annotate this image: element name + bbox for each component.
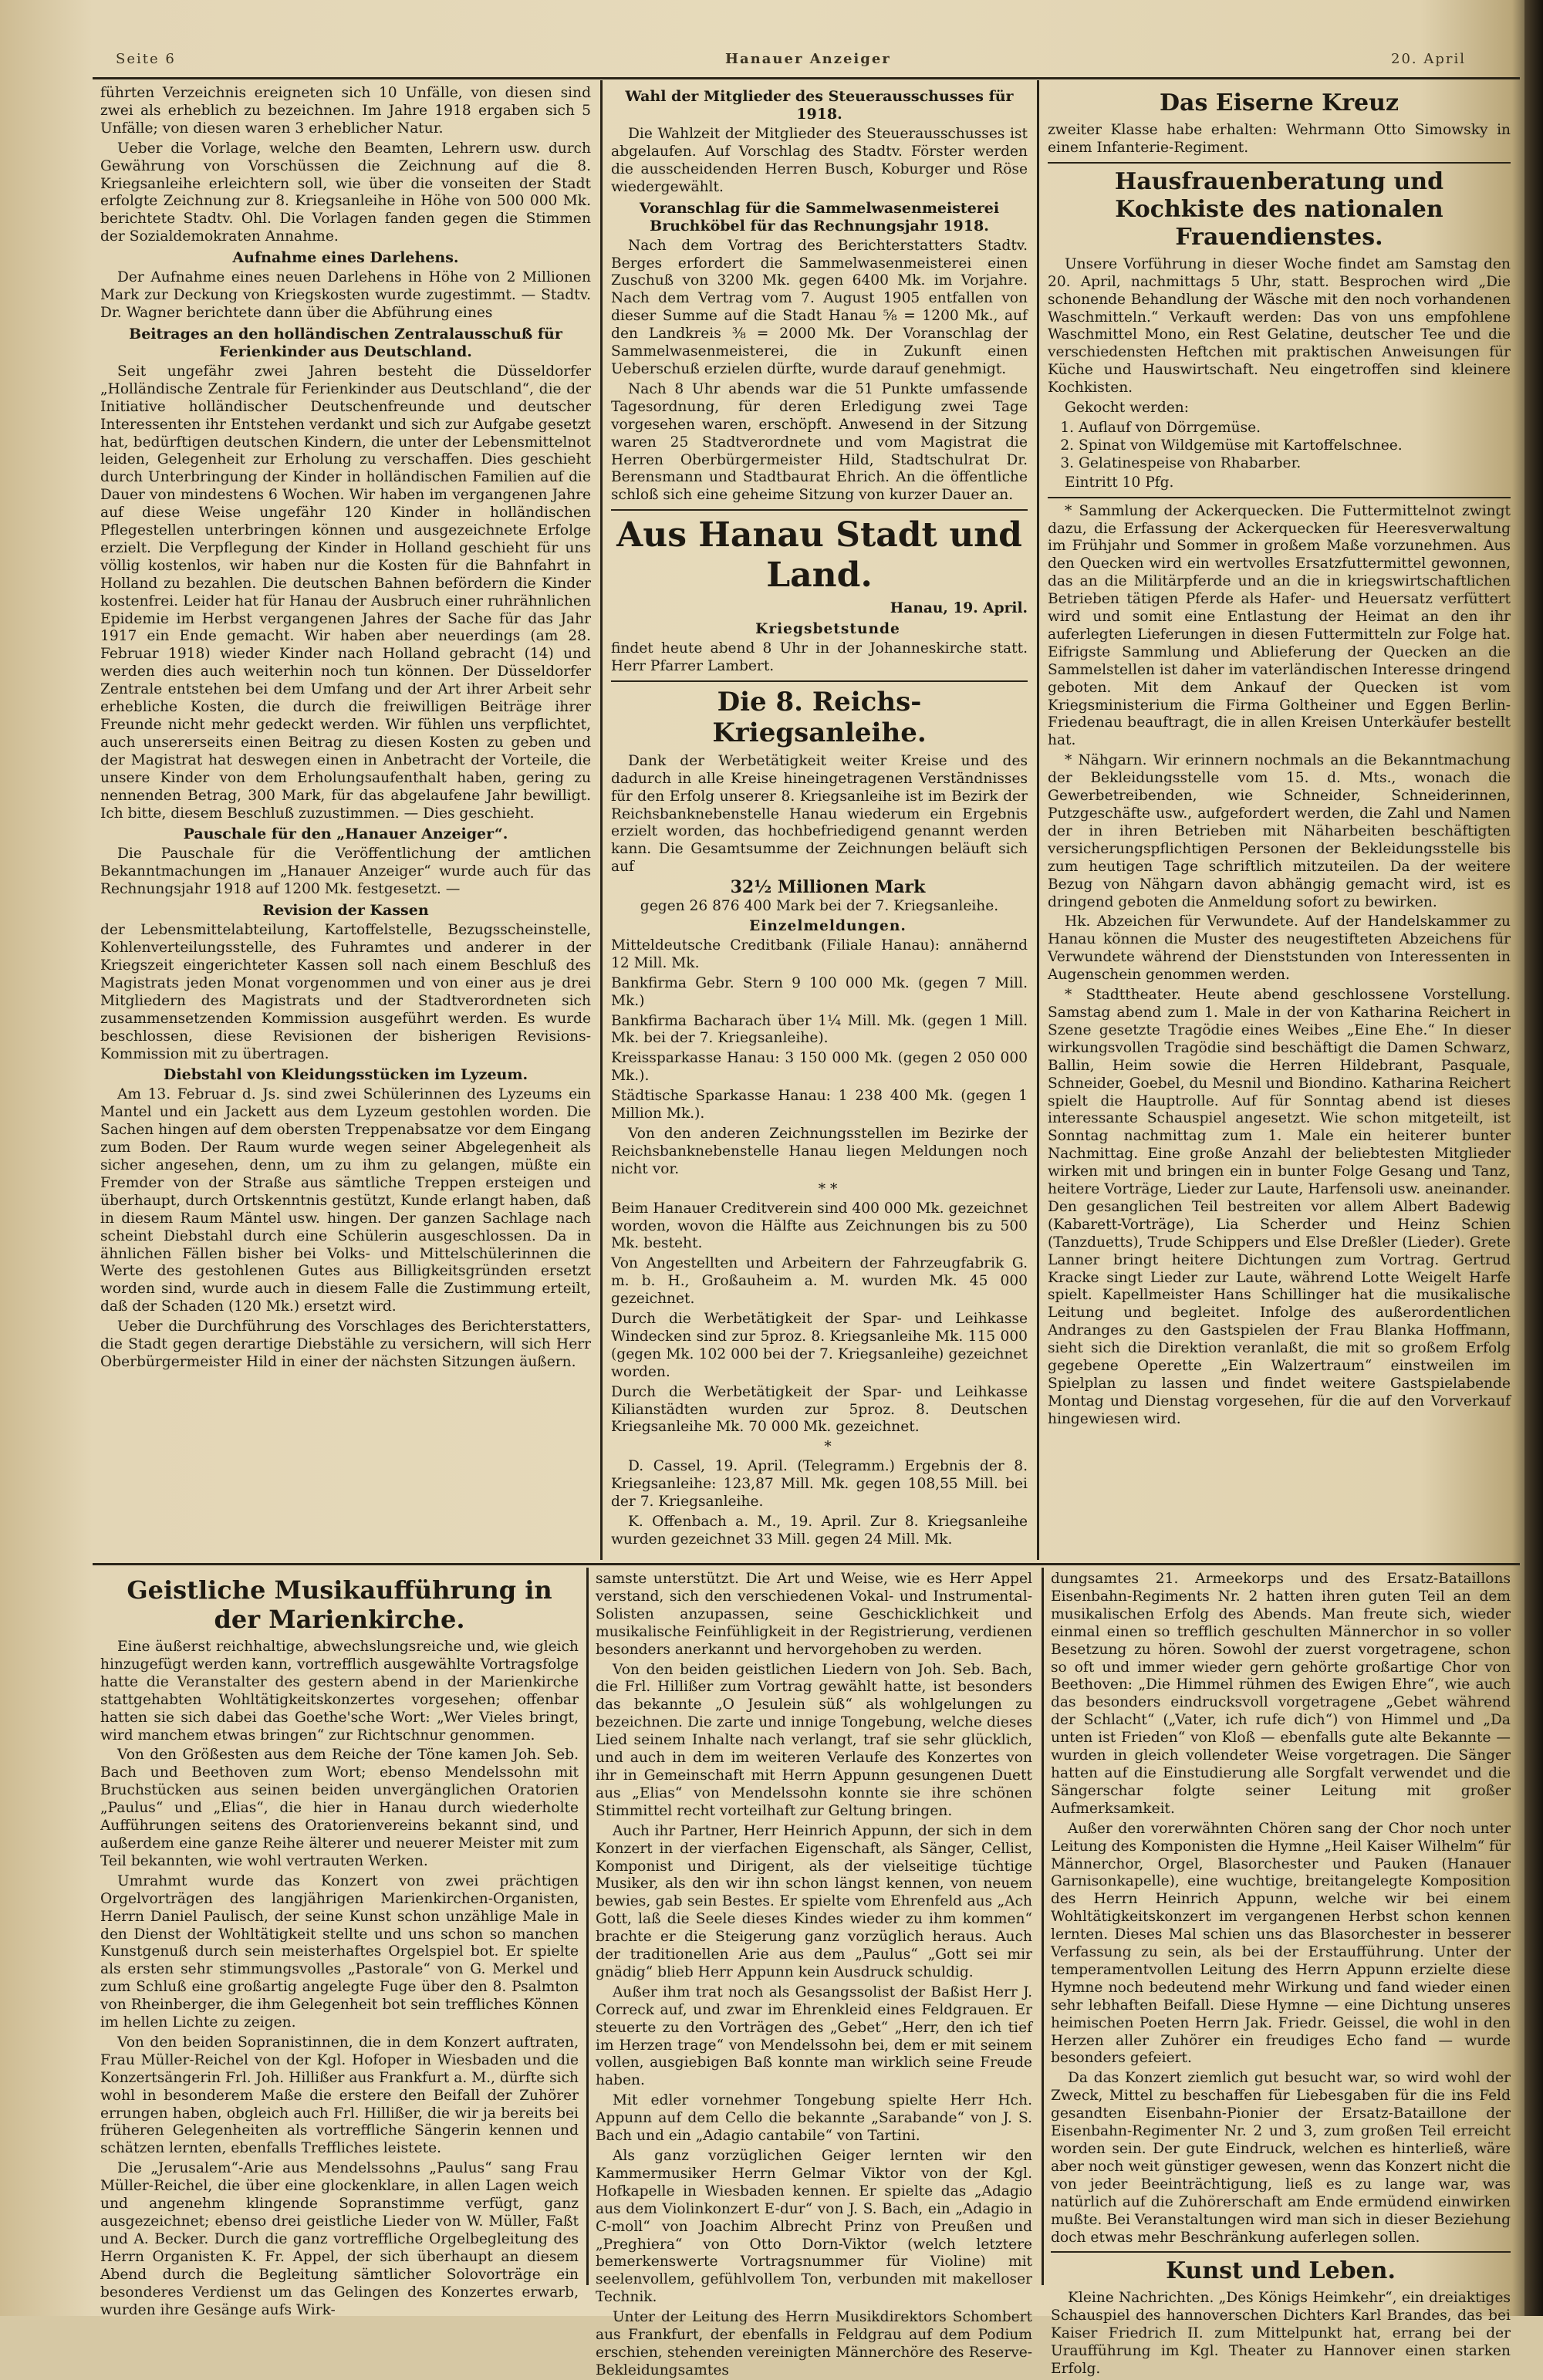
report-item: Von Angestellten und Arbeitern der Fahrzeugfabrik G. m. b. H., Großauheim a. M. wurden Mk. 45 000 gezeichnet. (611, 1255, 1028, 1308)
dateline: Hanau, 19. April. (890, 600, 1028, 617)
gekocht-label: Gekocht werden: (1065, 400, 1190, 417)
article-paragraph: Von den beiden Sopranistinnen, die in dem Konzert auftraten, Frau Müller-Reichel von der Kgl. Hofoper in Wiesbaden und die Konzertsängerin Frl. Joh. Hillißer aus Frankfurt a. M., dürfte sich wohl in besonderem Maße die erstere den Beifall der Zuhörer errungen haben, obgleich auch Frl. Hillißer, die wir ja bereits bei früheren Gelegenheiten als vortreffliche Sängerin kennen und schätzen lernten, ebenfalls Treffliches leistete. (100, 2034, 579, 2157)
section-rule (611, 509, 1028, 511)
article-paragraph: Die Wahlzeit der Mitglieder des Steuerausschusses ist abgelaufen. Auf Vorschlag des Stadtv. Förster werden die ausscheidenden Herren Busch, Koburger und Röse wiedergewählt. (611, 126, 1028, 195)
article-paragraph: Unsere Vorführung in dieser Woche findet am Samstag den 20. April, nachmittags 5 Uhr, statt. Besprochen wird „Die schonende Behandlung der Wäsche mit den noch vorhandenen Waschmitteln.“ Verkauft werden: Das von uns empfohlene Waschmittel Mono, ein Rest Gelatine, deutscher Tee und die verschiedensten Heftchen mit praktischen Anweisungen für Küche und Hauswirtschaft. Neu eingetroffen sind kleinere Kochkisten. (1048, 255, 1511, 397)
column-4 (100, 1571, 579, 2318)
report-item: Von den anderen Zeichnungsstellen im Bezirke der Reichsbanknebenstelle Hanau liegen Meldungen noch nicht vor. (611, 1125, 1028, 1177)
article-paragraph: Unter der Leitung des Herrn Musikdirektors Schombert aus Frankfurt, der ebenfalls in Feldgrau auf dem Podium erschien, stehenden vereinigten Männerchöre des Reserve-Bekleidungsamtes (596, 2309, 1032, 2378)
column-rule-2 (1037, 80, 1039, 1560)
article-paragraph: * Nähgarn. Wir erinnern nochmals an die Bekanntmachung der Bekleidungsstelle vom 15. d. Mts., wonach die Gewerbetreibenden, wie Schneider, Schneiderinnen, Putzgeschäfte usw., aufgefordert werden, die Zahl und Namen der in ihren Betrieben mit Näharbeiten beschäftigten versicherungspflichtigen Personen der Bekleidungsstelle bis zum heutigen Tage schriftlich mitzuteilen. Da der weitere Bezug von Nähgarn davon abhängig gemacht wird, ist es dringend geboten die Anmeldung sofort zu bewirken. (1048, 752, 1511, 910)
article-paragraph: Als ganz vorzüglichen Geiger lernten wir den Kammermusiker Herrn Gelmar Viktor von der Kgl. Hofkapelle in Wiesbaden kennen. Er spielte das „Adagio aus dem Violinkonzert E-dur“ von J. S. Bach, ein „Adagio in C-moll“ von Joachim Albrecht Prinz von Preußen und „Preghiera“ von Otto Dorn-Viktor (welch letztere bemerkenswerte Vortragsnummer für Violine) mit seelenvollem, gefühlvollem Ton, verbunden mit makelloser Technik. (596, 2148, 1032, 2306)
subheading-voranschlag: Voranschlag für die Sammelwasenmeisterei Bruchköbel für das Rechnungsjahr 1918. (639, 199, 1000, 235)
page-number: Seite 6 (116, 51, 176, 67)
article-paragraph: Hk. Abzeichen für Verwundete. Auf der Handelskammer zu Hanau können die Muster des neugestifteten Abzeichens für Verwundete während der Dienststunden von Interessenten in Augenschein genommen werden. (1048, 913, 1511, 984)
headline-musikauffuehrung: Geistliche Musikaufführung in der Marienkirche. (127, 1575, 552, 1634)
list-item: 1. Auflauf von Dörrgemüse. (1079, 420, 1511, 437)
article-paragraph: * Sammlung der Ackerquecken. Die Futtermittelnot zwingt dazu, die Erfassung der Ackerquecken für Heeresverwaltung im Frühjahr und Sommer in großem Maße vorzunehmen. Aus den Quecken wird ein wertvolles Ersatzfuttermittel gewonnen, das an die Militärpferde und an die in kriegswirtschaftlichen Betrieben tätigen Pferde als Hafer- und Heuersatz verfüttert wird und somit eine Entlastung der Heimat an den ihr auferlegten Lieferungen in diesen Futtermitteln zur Folge hat. Eifrigste Sammlung und Ablieferung der Quecken an die Sammelstellen ist daher im vaterländischen Interesse dringend geboten. Mit dem Ankauf der Quecken ist vom Kriegsministerium die Firma Goltheiner und Eggen Berlin-Friedenau beauftragt, die in allen Kreisen Unterkäufer bestellt hat. (1048, 502, 1511, 749)
subheading-revision: Revision der Kassen (262, 902, 429, 920)
headline-kunst-und-leben: Kunst und Leben. (1166, 2257, 1396, 2285)
column-3 (1048, 85, 1511, 1557)
article-paragraph: Von den Größesten aus dem Reiche der Töne kamen Joh. Seb. Bach und Beethoven zum Wort; ebenso Mendelssohn mit Bruchstücken aus seinen beiden unvergänglichen Oratorien „Paulus“ und „Elias“, die hier in Hanau durch wiederholte Aufführungen seitens des Oratorienvereins bekannt sind, und außerdem eine ganze Reihe älterer und neuerer Meister mit zum Teil bekannten, wie wohl vertrauten Werken. (100, 1747, 579, 1869)
subheading-kriegsbetstunde: Kriegsbetstunde (755, 621, 900, 638)
column-rule-4 (1042, 1568, 1044, 2285)
headline-eisernes-kreuz: Das Eiserne Kreuz (1160, 89, 1399, 116)
headline-kriegsanleihe: Die 8. Reichs-Kriegsanleihe. (712, 686, 927, 748)
subheading-pauschale: Pauschale für den „Hanauer Anzeiger“. (183, 825, 508, 843)
article-paragraph: Eine äußerst reichhaltige, abwechslungsreiche und, wie gleich hinzugefügt werden kann, vortrefflich ausgewählte Vortragsfolge hatte die Veranstalter des gestern abend in der Marienkirche stattgehabten Wohltätigkeitskonzertes vorgesehen; offenbar hatten sie sich dabei das Goethe'sche Wort: „Wer Vieles bringt, wird manchem etwas bringen“ zur Richtschnur genommen. (100, 1639, 579, 1744)
article-paragraph: Außer den vorerwähnten Chören sang der Chor noch unter Leitung des Komponisten die Hymne „Heil Kaiser Wilhelm“ für Männerchor, Orgel, Blasorchester und Pauken (Hanauer Garnisonkapelle), eine wuchtige, breitangelegte Komposition des Herrn Heinrich Appunn, welche wir bei einem Wohltätigkeitskonzert im vergangenen Herbst schon kennen lernten. Dieses Mal schien uns das Blasorchester in besserer Verfassung zu sein, als bei der Erstaufführung. Unter der temperamentvollen Leitung des Herrn Appunn erzielte diese Hymne noch bedeutend mehr Wirkung und fand wieder einen sehr lebhaften Beifall. Diese Hymne — eine Dichtung unseres heimischen Poeten Herrn Jak. Friedr. Geissel, die wohl in den Herzen aller Zuhörer ein freudiges Echo fand — wurde besonders gefeiert. (1051, 1820, 1511, 2067)
subheading-einzelmeldungen: Einzelmeldungen. (749, 918, 907, 934)
report-item: Kreissparkasse Hanau: 3 150 000 Mk. (gegen 2 050 000 Mk.). (611, 1050, 1028, 1085)
headline-hausfrauenberatung: Hausfrauenberatung und Kochkiste des nationalen Frauendienstes. (1114, 167, 1444, 251)
article-paragraph: der Lebensmittelabteilung, Kartoffelstelle, Bezugsscheinstelle, Kohlenverteilungsstelle, des Fuhramtes und anderer in der Kriegszeit eingerichteter Kassen soll nach einem Beschluß des Magistrats jeden Monat vorgenommen und von einer aus je drei Mitgliedern des Magistrats und der Stadtverordneten sich zusammensetzenden Kommission ausgeführt werden. Es wurde beschlossen, diese Revisionen der bisherigen Revisions-Kommission mit zu übertragen. (100, 922, 591, 1062)
article-paragraph: Dank der Werbetätigkeit weiter Kreise und des dadurch in alle Kreise hineingetragenen Verständnisses für den Erfolg unserer 8. Kriegsanleihe ist im Bezirk der Reichsbanknebenstelle Hanau wiederum ein Ergebnis erzielt worden, das hochbefriedigend genannt werden kann. Die Gesamtsumme der Zeichnungen beläuft sich auf (611, 752, 1028, 876)
article-paragraph: K. Offenbach a. M., 19. April. Zur 8. Kriegsanleihe wurden gezeichnet 33 Mill. gegen 24 Mill. Mk. (611, 1514, 1028, 1548)
top-rule (93, 77, 1520, 79)
article-paragraph: führten Verzeichnis ereigneten sich 10 Unfälle, von diesen sind zwei als erheblich zu bezeichnen. Im Jahre 1918 ergaben sich 5 Unfälle; von diesen waren 3 erheblicher Natur. (100, 85, 591, 137)
mid-rule (93, 1563, 1520, 1565)
column-rule-1 (600, 80, 603, 1560)
article-paragraph: Nach 8 Uhr abends war die 51 Punkte umfassende Tagesordnung, für deren Erledigung zwei Tage vorgesehen waren, erschöpft. Anwesend in der Sitzung waren 25 Stadtverordnete und vom Magistrat die Herren Oberbürgermeister Hild, Stadtschulrat Dr. Berensmann und Stadtbaurat Ehrich. An die öffentliche schloß sich eine geheime Sitzung von kurzer Dauer an. (611, 380, 1028, 504)
list-item: 2. Spinat von Wildgemüse mit Kartoffelschnee. (1079, 437, 1511, 455)
article-paragraph: Von den beiden geistlichen Liedern von Joh. Seb. Bach, die Frl. Hillißer zum Vortrag gewählt hatte, ist besonders das bekannte „O Jesulein süß“ als wohlgelungen zu bezeichnen. Die zarte und innige Tongebung, welche dieses Lied seinem Inhalte nach verlangt, traf sie sehr glücklich, und auch in dem im weiteren Verlaufe des Konzertes von ihr in Gemeinschaft mit Herrn Appunn gesungenen Duett aus „Elias“ von Mendelssohn konnte sie ihre schönen Stimmittel recht vorteilhaft zur Geltung bringen. (596, 1661, 1032, 1819)
separator-star: * (824, 1439, 832, 1456)
article-paragraph: D. Cassel, 19. April. (Telegramm.) Ergebnis der 8. Kriegsanleihe: 123,87 Mill. Mk. gegen 108,55 Mill. bei der 7. Kriegsanleihe. (611, 1458, 1028, 1511)
issue-date: 20. April (1391, 51, 1466, 67)
list-item: 3. Gelatinespeise von Rhabarber. (1079, 455, 1511, 473)
report-item: Durch die Werbetätigkeit der Spar- und Leihkasse Windecken sind zur 5proz. 8. Kriegsanleihe Mk. 115 000 (gegen Mk. 102 000 bei der 7. Kriegsanleihe) gezeichnet worden. (611, 1311, 1028, 1380)
article-paragraph: dungsamtes 21. Armeekorps und des Ersatz-Bataillons Eisenbahn-Regiments Nr. 2 hatten ihren guten Teil an dem musikalischen Erfolg des Abends. Man freute sich, wieder einmal einen so trefflich geschulten Männerchor in so voller Besetzung zu hören. Sowohl der zuerst vorgetragene, schon so oft und immer wieder gern gehörte großartige Chor von Beethoven: „Die Himmel rühmen des Ewigen Ehre“, wie auch das besonders eindrucksvoll vorgetragene „Gebet während der Schlacht“ („Vater, ich rufe dich“) von Himmel und „Da unten ist Frieden“ von Kloß — ebenfalls gute alte Bekannte — wurden in gleich vollendeter Weise vorgetragen. Die Sänger hatten auf die Einstudierung alle Sorgfalt verwendet und die Sängerschar folgte seiner Leitung mit großer Aufmerksamkeit. (1051, 1571, 1511, 1817)
section-rule (1048, 162, 1511, 164)
article-paragraph: Auch ihr Partner, Herr Heinrich Appunn, der sich in dem Konzert in der vierfachen Eigenschaft, als Sänger, Cellist, Komponist und Dirigent, als der vielseitige tüchtige Musiker, als den wir ihn schon längst kennen, von neuem bewies, gab sein Bestes. Er spielte vom Ehrenfeld aus „Ach Gott, laß die Seele dieses Kindes wieder zu ihm kommen“ brachte er die Steigerung ganz vorzüglich heraus. Auch der traditionellen Arie aus dem „Paulus“ „Gott sei mir gnädig“ blieb Herr Appunn kein Ausdruck schuldig. (596, 1822, 1032, 1980)
separator-stars: * * (818, 1180, 838, 1197)
column-5 (596, 1571, 1032, 2378)
total-amount: 32½ Millionen Mark (730, 877, 926, 898)
subheading-wahl: Wahl der Mitglieder des Steuerausschusses für 1918. (625, 88, 1014, 123)
section-rule (1048, 497, 1511, 498)
article-paragraph: findet heute abend 8 Uhr in der Johanneskirche statt. Herr Pfarrer Lambert. (611, 640, 1028, 674)
menu-list (1079, 420, 1511, 473)
column-6 (1051, 1571, 1511, 2378)
article-paragraph: Mit edler vornehmer Tongebung spielte Herr Hch. Appunn auf dem Cello die bekannte „Sarabande“ von J. S. Bach und ein „Adagio cantabile“ von Tartini. (596, 2092, 1032, 2145)
report-item: Beim Hanauer Creditverein sind 400 000 Mk. gezeichnet worden, wovon die Hälfte aus Zeichnungen bis zu 500 Mk. besteht. (611, 1200, 1028, 1252)
comparison: gegen 26 876 400 Mark bei der 7. Kriegsanleihe. (640, 898, 999, 915)
article-paragraph: Seit ungefähr zwei Jahren besteht die Düsseldorfer „Holländische Zentrale für Ferienkinder aus Deutschland“, die der Initiative holländischer Deutschenfreunde und deutscher Interessenten ihr Entstehen verdankt und sich zur Aufgabe gesetzt hat, bedürftigen deutschen Kindern, die unter der Lebensmittelnot leiden, Gelegenheit zur Erholung zu verschaffen. Dies geschieht durch Unterbringung der Kinder in holländischen Familien auf die Dauer von mindestens 6 Wochen. Wir haben im vergangenen Jahre auf diese Weise ungefähr 120 Kinder in holländischen Pflegestellen unterbringen können und ausgezeichnete Erfolge erzielt. Die Verpflegung der Kinder in Holland geschieht für uns völlig kostenlos, wir haben nur die Kosten für die Bahnfahrt in Holland zu bezahlen. Die deutschen Bahnen befördern die Kinder kostenfrei. Leider hat für Hanau der Ausbruch einer ruhrähnlichen Epidemie im Herbst vergangenen Jahres der Sache für das Jahr 1917 ein Ende gemacht. Wir haben aber neuerdings (am 28. Februar 1918) wieder Kinder nach Holland gebracht (14) und werden dies auch weiterhin noch tun können. Der Düsseldorfer Zentrale entstehen bei dem Umfang und der Art ihrer Arbeit sehr erhebliche Kosten, die durch die freiwilligen Beiträge ihrer Freunde nicht mehr gedeckt werden. Wir fühlen uns verpflichtet, auch unsererseits einen Beitrag zu diesen Kosten zu geben und der Magistrat hat deswegen einen in Anbetracht der Vorteile, die unsere Kinder von dem Erholungsaufenthalt haben, gering zu nennenden Betrag, 300 Mark, für das abgelaufene Jahr bewilligt. Ich bitte, diesem Beschluß zuzustimmen. — Dies geschieht. (100, 363, 591, 822)
article-paragraph: Am 13. Februar d. Js. sind zwei Schülerinnen des Lyzeums ein Mantel und ein Jackett aus dem Lyzeum gestohlen worden. Die Sachen hingen auf dem obersten Treppenabsatze vor dem Eingang zum Boden. Der Raum wurde wegen seiner Abgelegenheit als sicher angesehen, denn, um zu ihm zu gelangen, müßte ein Fremder von der Straße aus sämtliche Treppen ersteigen und überhaupt, durch Ortskenntnis gestützt, Kunde erlangt haben, daß in diesem Raum Mäntel usw. hingen. Der ganzen Sachlage nach scheint Diebstahl durch eine Schülerin ausgeschlossen. Da in ähnlichen Fällen bisher bei Volks- und Mittelschülerinnen die Werte des gestohlenen Gutes aus Billigkeitsgründen ersetzt worden sind, wurde auch in diesem Falle die Zustimmung erteilt, daß der Schaden (120 Mk.) ersetzt wird. (100, 1086, 591, 1315)
article-paragraph: samste unterstützt. Die Art und Weise, wie es Herr Appel verstand, sich den verschiedenen Vokal- und Instrumental-Solisten anzupassen, seine Geschicklichkeit und musikalische Feinfühligkeit in der Registrierung, verdienen besonders anerkannt und hervorgehoben zu werden. (596, 1571, 1032, 1658)
article-paragraph: Der Aufnahme eines neuen Darlehens in Höhe von 2 Millionen Mark zur Deckung von Kriegskosten wurde zugestimmt. — Stadtv. Dr. Wagner berichtete dann über die Abführung eines (100, 269, 591, 321)
subheading-diebstahl: Diebstahl von Kleidungsstücken im Lyzeum. (163, 1066, 528, 1084)
article-paragraph: Die Pauschale für die Veröffentlichung der amtlichen Bekanntmachungen im „Hanauer Anzeiger“ wurde auch für das Rechnungsjahr 1918 auf 1200 Mk. festgesetzt. — (100, 846, 591, 898)
running-head (93, 45, 1497, 74)
section-title: Aus Hanau Stadt und Land. (616, 515, 1022, 596)
article-paragraph: * Stadttheater. Heute abend geschlossene Vorstellung. Samstag abend zum 1. Male in der von Katharina Reichert in Szene gesetzte Tragödie eines Weibes „Eine Ehe.“ In dieser wirkungsvollen Tragödie sind beschäftigt die Damen Schwarz, Ballin, Heim sowie die Herren Hildebrant, Pasquale, Schneider, Goebel, du Mesnil und Biondino. Katharina Reichert spielt die Hauptrolle. Auf für Sonntag abend ist dieses interessante Schauspiel angesetzt. Wie schon mitgeteilt, ist Sonntag nachmittag zum 1. Male ein heiterer bunter Nachmittag. Eine große Anzahl der beliebtesten Mitglieder wirken mit und bringen ein in bunter Folge Gesang und Tanz, heitere Vorträge, Lieder zur Laute, Harfensoli usw. aneinander. Den gesanglichen Teil bestreiten vor allem Albert Badewig (Kabarett-Vorträge), Lia Scherder und Heinz Schien (Tanzduetts), Trude Schippers und Else Dreßler (Lieder). Grete Lanner bringt heitere Dichtungen zum Vortrag. Gertrud Kracke singt Lieder zur Laute, während Lotte Weigelt Harfe spielt. Kapellmeister Hans Schillinger hat die musikalische Leitung und begleitet. Infolge des außerordentlichen Andranges zu den Gastspielen der Frau Blanka Hoffmann, sieht sich die Direktion veranlaßt, die mit so großem Erfolg gegebene Operette „Ein Walzertraum“ einstweilen im Spielplan zu lassen und findet weitere Gastspielabende Montag und Dienstag vorgesehen, für die auf den Vorverkauf hingewiesen wird. (1048, 987, 1511, 1427)
masthead: Hanauer Anzeiger (725, 51, 891, 67)
article-paragraph: Nach dem Vortrag des Berichterstatters Stadtv. Berges erfordert die Sammelwasenmeisterei einen Zuschuß von 3200 Mk. gegen 6400 Mk. im Vorjahre. Nach dem Vertrag vom 7. August 1905 entfallen von dieser Summe auf die Stadt Hanau ⅝ = 1200 Mk., auf den Landkreis ⅜ = 2000 Mk. Der Voranschlag der Sammelwasenmeisterei, die in Zukunft einen Ueberschuß erzielen dürfte, wurde darauf genehmigt. (611, 237, 1028, 377)
article-paragraph: Umrahmt wurde das Konzert von zwei prächtigen Orgelvorträgen des langjährigen Marienkirchen-Organisten, Herrn Daniel Paulisch, der seine Kunst schon unzählige Male in den Dienst der Wohltätigkeit stellte und uns schon so manchen Kunstgenuß durch sein meisterhaftes Orgelspiel bot. Er spielte als ersten sehr stimmungsvolles „Pastorale“ von G. Merkel und zum Schluß eine großartig angelegte Fuge über den 8. Psalmton von Rheinberger, die ihm Gelegenheit bot sein treffliches Können im hellen Lichte zu zeigen. (100, 1872, 579, 2031)
report-item: Bankfirma Bacharach über 1¼ Mill. Mk. (gegen 1 Mill. Mk. bei der 7. Kriegsanleihe). (611, 1012, 1028, 1047)
article-paragraph: Kleine Nachrichten. „Des Königs Heimkehr“, ein dreiaktiges Schauspiel des hannoverschen Dichters Karl Brandes, das bei Kaiser Friedrich II. zum Mittelpunkt hat, errang bei der Uraufführung im Kgl. Theater zu Hannover einen starken Erfolg. (1051, 2290, 1511, 2378)
report-item: Mitteldeutsche Creditbank (Filiale Hanau): annähernd 12 Mill. Mk. (611, 937, 1028, 971)
report-item: Städtische Sparkasse Hanau: 1 238 400 Mk. (gegen 1 Million Mk.). (611, 1088, 1028, 1122)
column-1 (100, 85, 591, 1557)
section-rule (611, 680, 1028, 682)
article-paragraph: Außer ihm trat noch als Gesangssolist der Baßist Herr J. Correck auf, und zwar im Ehrenkleid eines Feldgrauen. Er steuerte zu den Vorträgen des „Gebet“ „Herr, den ich tief im Herzen trage“ von Mendelssohn bei, dem er mit seinem vollen, ausgiebigen Baß konnte man wirklich seine Freude haben. (596, 1983, 1032, 2089)
article-paragraph: Ueber die Durchführung des Vorschlages des Berichterstatters, die Stadt gegen derartige Diebstähle zu versichern, will sich Herr Oberbürgermeister Hild in einer der nächsten Sitzungen äußern. (100, 1318, 591, 1370)
admission: Eintritt 10 Pfg. (1065, 474, 1174, 491)
section-rule (1051, 2251, 1511, 2253)
report-item: Bankfirma Gebr. Stern 9 100 000 Mk. (gegen 7 Mill. Mk.) (611, 974, 1028, 1009)
article-paragraph: Ueber die Vorlage, welche den Beamten, Lehrern usw. durch Gewährung von Vorschüssen die Zeichnung auf die 8. Kriegsanleihe erleichtern soll, wie über die vonseiten der Stadt erfolgte Zeichnung zur 8. Kriegsanleihe in Höhe von 500 000 Mk. berichtete Stadtv. Ohl. Die Vorlagen fanden gegen die Stimmen der Sozialdemokraten Annahme. (100, 140, 591, 245)
article-paragraph: Da das Konzert ziemlich gut besucht war, so wird wohl der Zweck, Mittel zu beschaffen für Liebesgaben für die ins Feld gesandten Eisenbahn-Pionier der Ersatz-Bataillone der Eisenbahn-Regimenter Nr. 2 und 3, zum großen Teil erreicht worden sein. Der gute Eindruck, welchen es hinterließ, wäre aber noch weit günstiger gewesen, wenn das Konzert nicht die von jeder Beeinträchtigung, ließ es zu lange war, was natürlich auf die Zuhörerschaft am Ende ermüdend einwirken mußte. Bei Veranstaltungen wird man sich in dieser Beziehung doch etwas mehr Beschränkung auferlegen sollen. (1051, 2070, 1511, 2246)
article-paragraph: Die „Jerusalem“-Arie aus Mendelssohns „Paulus“ sang Frau Müller-Reichel, die über eine glockenklare, in allen Lagen weich und angenehm klingende Sopranstimme verfügt, ganz ausgezeichnet; ebenso drei geistliche Lieder von W. Müller, Faßt und A. Becker. Durch die ganz vortreffliche Orgelbegleitung des Herrn Organisten K. Fr. Appel, der sich überhaupt an diesem Abend durch die Begleitung sämtlicher Solovorträge ein besonderes Verdienst um das Gelingen des Konzertes erwarb, wurden ihre Gesänge aufs Wirk- (100, 2160, 579, 2318)
column-rule-3 (586, 1568, 589, 2285)
report-item: Durch die Werbetätigkeit der Spar- und Leihkasse Kilianstädten wurden zur 5proz. 8. Deutschen Kriegsanleihe Mk. 70 000 Mk. gezeichnet. (611, 1383, 1028, 1436)
subheading-darlehen: Aufnahme eines Darlehens. (232, 249, 459, 267)
subheading-ferienkinder: Beitrages an den holländischen Zentralausschuß für Ferienkinder aus Deutschland. (129, 325, 562, 360)
binding-spine (1524, 0, 1543, 2316)
article-paragraph: zweiter Klasse habe erhalten: Wehrmann Otto Simowsky in einem Infanterie-Regiment. (1048, 122, 1511, 156)
column-2 (611, 85, 1028, 1557)
